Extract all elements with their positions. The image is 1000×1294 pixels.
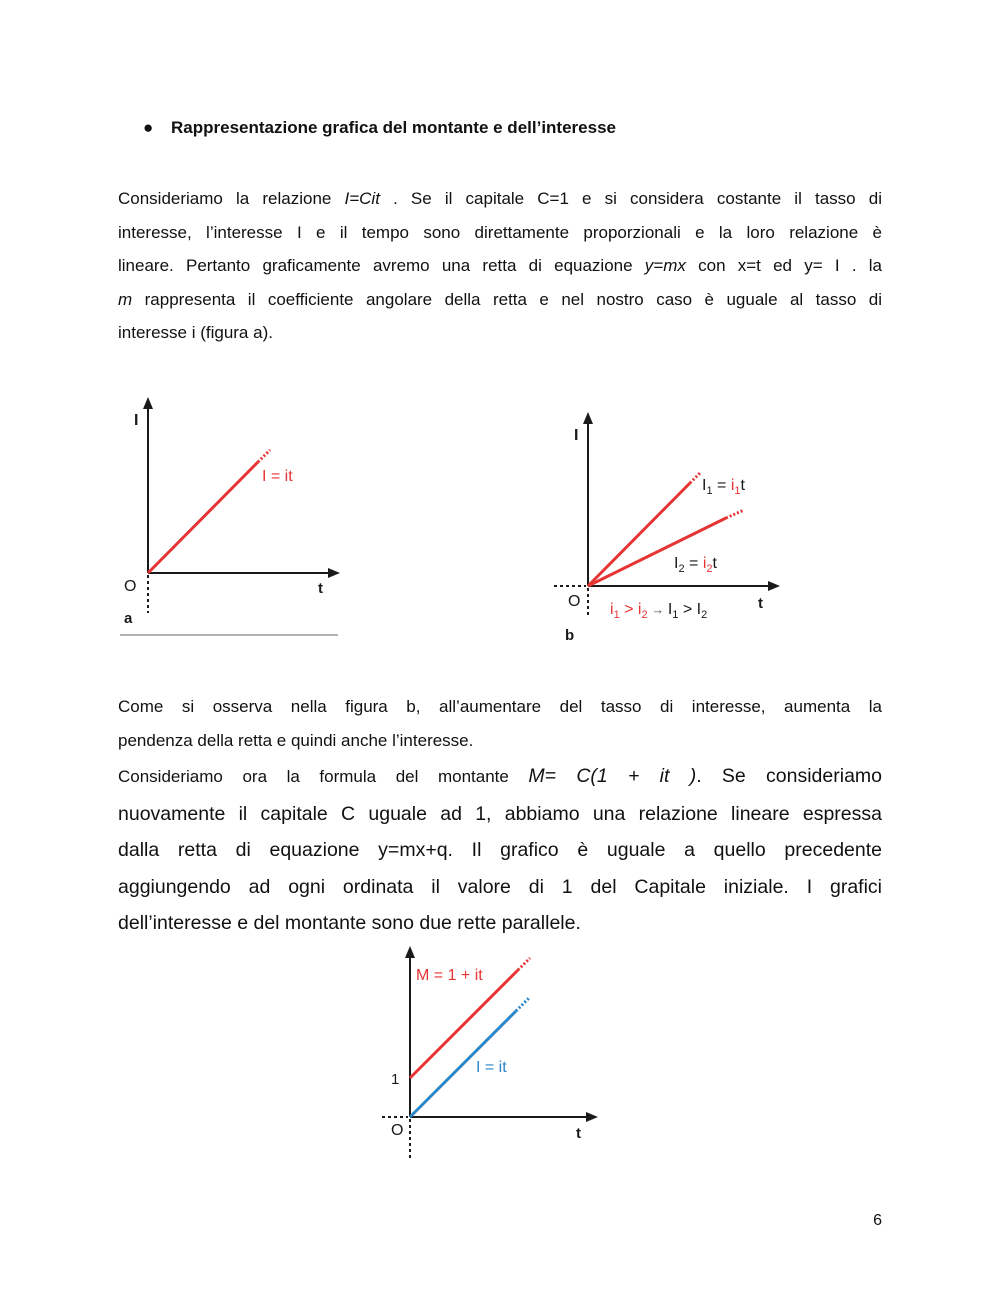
- paragraph-1: [118, 182, 882, 350]
- page-number: 6: [873, 1212, 882, 1229]
- x-axis-label: t: [758, 595, 763, 612]
- heading-text: Rappresentazione grafica del montante e dell’interesse: [171, 118, 616, 137]
- x-axis-label: t: [318, 580, 323, 597]
- figure-b: [550, 408, 790, 648]
- relation-label: $i_1 > i_2$ → $I_1 > I_2$: [610, 601, 708, 621]
- bullet-icon: ●: [143, 118, 154, 137]
- p3-line-4: aggiungendo ad ogni ordinata il valore di 1 del Capitale iniziale. I grafici: [118, 875, 882, 898]
- p2-line-1: Come si osserva nella figura b, all’aumentare del tasso di interesse, aumenta la: [118, 697, 882, 716]
- p3-line-5: dell’interesse e del montante sono due rette parallele.: [118, 912, 581, 934]
- p1-line-2: interesse, l’interesse I e il tempo sono direttamente proporzionali e la loro relazione è: [118, 222, 882, 242]
- origin-label: O: [391, 1122, 404, 1139]
- p3-line-3: dalla retta di equazione y=mx+q. Il grafico è uguale a quello precedente: [118, 839, 882, 861]
- y-axis-label: I: [574, 427, 579, 444]
- figure-caption: b: [565, 627, 575, 644]
- p2-line-2: pendenza della retta e quindi anche l’interesse.: [118, 731, 474, 750]
- p1-line-1: Consideriamo la relazione I=Cit . Se il capitale C=1 e si considera costante il tasso di: [118, 189, 882, 208]
- line-label-interest: I = it: [262, 468, 293, 485]
- figure-c: [378, 942, 608, 1172]
- line1-label: $I_1 = i_1t$: [702, 477, 745, 497]
- p3-line-1: Consideriamo ora la formula del montante M= C(1 + it ). Se consideriamo: [118, 765, 883, 787]
- origin-label: O: [124, 578, 137, 595]
- p1-line-4: m rappresenta il coefficiente angolare della retta e nel nostro caso è uguale al tasso di: [118, 289, 882, 309]
- y-axis-label: I: [134, 412, 139, 429]
- interesse-label: I = it: [476, 1059, 507, 1076]
- line2-label: $I_2 = i_2t$: [674, 555, 717, 575]
- p3-line-2: nuovamente il capitale C uguale ad 1, abbiamo una relazione lineare espressa: [118, 802, 882, 825]
- x-axis-label: t: [576, 1125, 581, 1142]
- section-heading: [143, 118, 616, 138]
- paragraph-2: [118, 690, 882, 758]
- montante-label: M = 1 + it: [416, 967, 483, 984]
- paragraph-3: [118, 758, 882, 942]
- origin-label: O: [568, 593, 581, 610]
- p1-line-5: interesse i (figura a).: [118, 323, 273, 343]
- figure-a: [110, 395, 350, 645]
- figure-caption: a: [124, 610, 133, 627]
- p1-line-3: lineare. Pertanto graficamente avremo una retta di equazione y=mx con x=t ed y= I . la: [118, 256, 882, 276]
- y-tick-1: 1: [391, 1071, 400, 1088]
